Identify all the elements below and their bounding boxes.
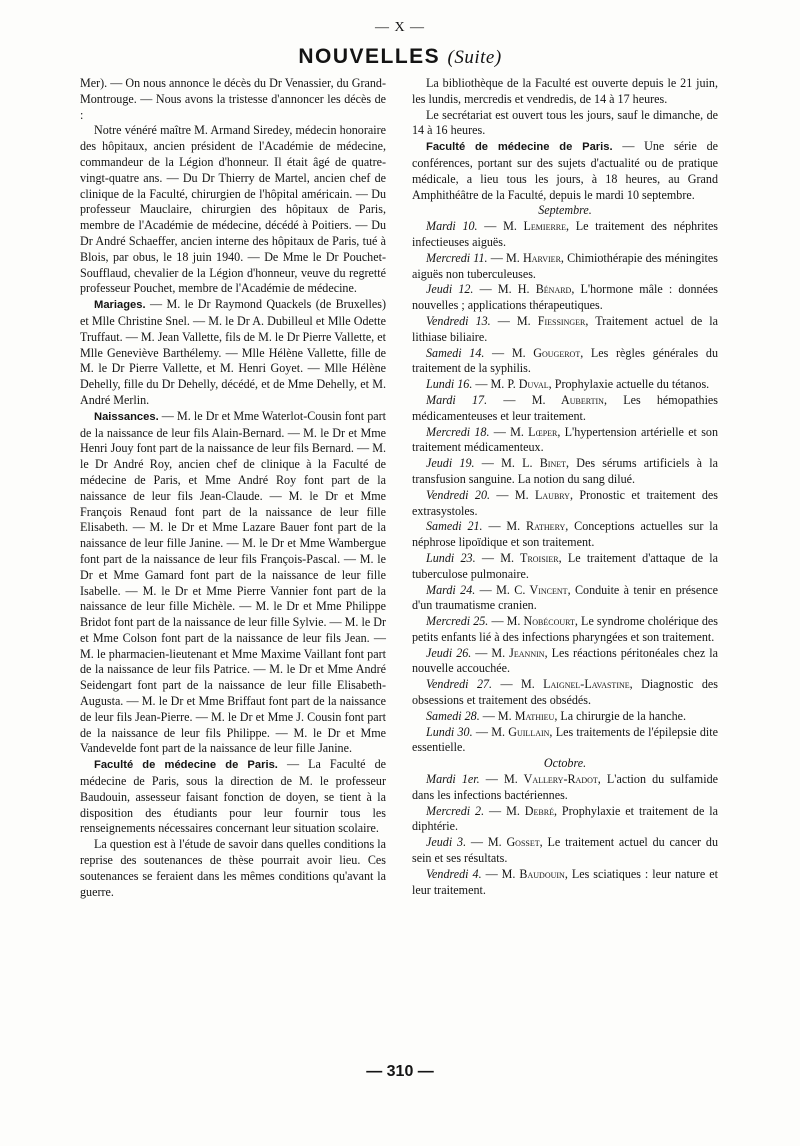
entry-topic: , Conceptions actuelles sur la néphrose lipoïdique et son traitement.: [412, 519, 719, 550]
schedule-entry: Mardi 24. — M. C. Vincent, Conduite à tenir en présence d'un traumatisme cranien.: [412, 582, 718, 613]
entry-day: Vendredi 20.: [426, 487, 491, 502]
entry-topic: , L'action du sulfamide dans les infections bactériennes.: [412, 772, 718, 802]
schedule-entry: Lundi 30. — M. Guillain, Les traitements de l'épilepsie dite essentielle.: [412, 724, 718, 755]
entry-speaker: M. C. Vincent: [496, 582, 568, 597]
entry-speaker: M. Fiessinger: [516, 313, 586, 328]
paragraph-naissances: [80, 409, 386, 758]
entry-topic: , Les règles générales du traitement de la syphilis.: [412, 345, 718, 376]
page-title: [0, 45, 800, 69]
schedule-entry: Jeudi 12. — M. H. Bénard, L'hormone mâle : données nouvelles ; applications thérapeutiques.: [412, 282, 719, 313]
schedule-entry: Vendredi 13. — M. Fiessinger, Traitement actuel de la lithiase biliaire.: [412, 313, 719, 344]
schedule-entry: Mardi 17. — M. Aubertin, Les hémopathies médicamenteuses et leur traitement.: [412, 392, 719, 423]
entry-topic: , La chirurgie de la hanche.: [554, 708, 687, 723]
schedule-entry: Samedi 21. — M. Rathery, Conceptions actuelles sur la néphrose lipoïdique et son traitement.: [412, 519, 719, 550]
entry-day: Vendredi 4.: [426, 866, 482, 881]
entry-topic: , Prophylaxie actuelle du tétanos.: [548, 377, 710, 392]
entry-day: Lundi 30.: [426, 724, 473, 739]
entry-topic: , Les hémopathies médicamenteuses et leur traitement.: [412, 392, 719, 423]
entry-speaker: M. Vallery-Radot: [503, 772, 598, 787]
schedule-entry: Mercredi 18. — M. Lœper, L'hypertension artérielle et son traitement médicamenteux.: [412, 424, 718, 455]
entry-day: Mardi 1er.: [426, 772, 480, 787]
paragraph-secretariat: Le secrétariat est ouvert tous les jours, sauf le dimanche, de 14 à 16 heures.: [412, 107, 718, 138]
left-column: [80, 76, 386, 900]
month-heading-septembre: Septembre.: [538, 203, 592, 218]
title-text: NOUVELLES: [298, 45, 441, 68]
entry-topic: , Des sérums artificiels à la transfusion sanguine. La notion du sang dilué.: [412, 456, 718, 486]
entry-speaker: M. Lemierre: [503, 219, 567, 234]
entry-topic: , Chimiothérapie des méningites aiguës non tuberculeuses.: [412, 250, 718, 281]
entry-speaker: M. Baudouin: [501, 866, 565, 881]
entry-topic: , Diagnostic des obsessions et traitement des obsédés.: [412, 677, 718, 708]
month-heading-octobre: Octobre.: [543, 756, 587, 771]
roman-page-number: — X —: [374, 20, 426, 35]
naissances-text: — M. le Dr et Mme Waterlot-Cousin font part de la naissance de leur fils Alain-Bernard. — M. le Dr et Mme Henri Jouy font part de la naissance de leur fils Bernard. — M. le Dr André Roy, ancien chef de clinique à la Faculté de médecine de Paris, et Mme André Roy font part de la naissance de leur fils Jean-Claude. — M. le Dr et Mme François Renaud font part de la naissance de leur fille Elisabeth. — M. le Dr et Mme Lazare Bauer font part de la naissance de leur fille Janine. — M. le Dr et Mme Wambergue font part de la naissance de leur fils François-Pascal. — M. le Dr et Mme Gamard font part de la naissance de leur fille Isabelle. — M. le Dr et Mme Pierre Vannier font part de la naissance de leur fille Michèle. — M. le Dr et Mme Philippe Bridot font part de la naissance de leur fille Sylvie. — M. le Dr et Mme Colson font part de la naissance de leur fils Jean. — M. le pharmacien-lieutenant et Mme Maxime Vaillant font part de la naissance de leur fils Patrice. — M. le Dr et Mme André Seidengart font part de la naissance de leur fille Elisabeth-Augusta. — M. le Dr et Mme Briffaut font part de la naissance de leur fils Jean-Pierre. — M. le Dr et Mme J. Cousin font part de la naissance de leur fils Philippe. — M. le Dr et Mme Vandevelde font part de la naissance de leur fille Janine.: [80, 408, 386, 756]
entry-topic: , Le traitement actuel du cancer du sein et ses résultats.: [412, 835, 719, 866]
entry-speaker: M. Nobécourt: [506, 614, 575, 629]
schedule-entry: Jeudi 3. — M. Gosset, Le traitement actuel du cancer du sein et ses résultats.: [412, 835, 719, 866]
entry-topic: , L'hypertension artérielle et son traitement médicamenteux.: [412, 424, 718, 455]
entry-day: Mardi 17.: [426, 392, 488, 407]
paragraph-soutenances: La question est à l'étude de savoir dans quelles conditions la reprise des soutenances de thèse pourrait avoir lieu. Ces soutenances se feraient dans les mêmes conditions qu'avant la guerre.: [80, 837, 386, 899]
entry-speaker: M. Guillain: [491, 724, 550, 739]
entry-topic: , Le syndrome cholérique des petits enfants lié à des infections pharyngées et son traitement.: [412, 614, 719, 644]
entry-topic: , Le traitement des néphrites infectieuses aiguës.: [412, 219, 719, 249]
entry-topic: , Prophylaxie et traitement de la diphtérie.: [412, 803, 718, 834]
entry-topic: , Les réactions péritonéales chez la nouvelle accouchée.: [412, 645, 718, 676]
schedule-entry: Mercredi 2. — M. Debré, Prophylaxie et traitement de la diphtérie.: [412, 803, 718, 834]
section-lead-conferences: Faculté de médecine de Paris.: [426, 141, 613, 154]
entry-day: Mercredi 18.: [426, 424, 490, 439]
entry-day: Lundi 23.: [426, 550, 476, 565]
entry-day: Mercredi 25.: [426, 614, 489, 629]
entry-topic: , Pronostic et traitement des extrasystoles.: [412, 487, 718, 518]
right-column: [412, 76, 718, 898]
entry-speaker: M. Troisier: [500, 550, 559, 565]
entry-speaker: M. Gosset: [487, 835, 540, 850]
entry-day: Jeudi 19.: [426, 456, 475, 471]
entry-speaker: M. Jeannin: [491, 645, 545, 660]
section-lead-faculte: Faculté de médecine de Paris.: [94, 759, 278, 772]
mariages-text: — M. le Dr Raymond Quackels (de Bruxelles) et Mlle Christine Snel. — M. le Dr A. Dubilleul et Mlle Odette Truffaut. — M. Jean Vallette, fils de M. le Dr Pierre Vallette, et Mlle Geneviève Barthélemy. — Mlle Hélène Vallette, fille de M. le Dr Pierre Vallette, et M. Henri Goyet. — Mlle Hélène Dehelly, fille du Dr Dehelly, décédé, et de Mme Dehelly, et M. André Merlin.: [80, 297, 386, 407]
section-lead-mariages: Mariages.: [94, 299, 146, 312]
paragraph-conferences: [412, 139, 718, 203]
schedule-entry: Samedi 28. — M. Mathieu, La chirurgie de la hanche.: [426, 708, 687, 723]
entry-day: Lundi 16.: [426, 377, 473, 392]
schedule-entry: Mardi 1er. — M. Vallery-Radot, L'action du sulfamide dans les infections bactériennes.: [412, 772, 718, 802]
entry-topic: , Conduite à tenir en présence d'un traumatisme cranien.: [412, 582, 718, 613]
entry-day: Vendredi 13.: [426, 313, 491, 328]
entry-day: Mardi 24.: [426, 582, 476, 597]
paragraph-deces: Mer). — On nous annonce le décès du Dr Venassier, du Grand-Montrouge. — Nous avons la tristesse d'annoncer les décès de :: [80, 76, 386, 122]
schedule-entry: Lundi 16. — M. P. Duval, Prophylaxie actuelle du tétanos.: [426, 377, 710, 392]
entry-topic: , Le traitement d'attaque de la tuberculose pulmonaire.: [412, 550, 718, 581]
entry-day: Samedi 14.: [426, 345, 485, 360]
entry-speaker: M. Laignel-Lavastine: [520, 677, 630, 692]
paragraph-faculte: [80, 757, 386, 837]
entry-topic: , Traitement actuel de la lithiase biliaire.: [412, 313, 719, 344]
schedule-entry: Vendredi 27. — M. Laignel-Lavastine, Diagnostic des obsessions et traitement des obsédés.: [412, 677, 718, 708]
schedule-entry: Mardi 10. — M. Lemierre, Le traitement des néphrites infectieuses aiguës.: [412, 219, 719, 249]
entry-speaker: M. Lœper: [510, 424, 558, 439]
paragraph-obituaries: Notre vénéré maître M. Armand Siredey, médecin honoraire des hôpitaux, ancien président de l'Académie de médecine, commandeur de la Légion d'honneur. Il était âgé de quatre-vingt-quatre ans. — Du Dr Thierry de Martel, ancien chef de clinique de la Faculté, chirurgien de l'hôpital américain. — Du professeur Mauclaire, chirurgien des hôpitaux de Paris, membre de l'Académie de médecine, décédé à Poitiers. — Du Dr André Schaeffer, ancien interne des hôpitaux de Paris, tué à Blois, par obus, le 18 juin 1940. — De Mme le Dr Pouchet-Soufflaud, chevalier de la Légion d'honneur, veuve du regretté professeur Pouchet, membre de l'Académie de médecine.: [80, 123, 386, 296]
schedule-entry: Mercredi 11. — M. Harvier, Chimiothérapie des méningites aiguës non tuberculeuses.: [412, 250, 718, 281]
schedule-entry: Lundi 23. — M. Troisier, Le traitement d'attaque de la tuberculose pulmonaire.: [412, 550, 718, 581]
entry-day: Mercredi 11.: [426, 250, 488, 265]
schedule-entry: Vendredi 4. — M. Baudouin, Les sciatiques : leur nature et leur traitement.: [412, 866, 718, 897]
entry-topic: , L'hormone mâle : données nouvelles ; applications thérapeutiques.: [412, 282, 719, 313]
section-lead-naissances: Naissances.: [94, 410, 159, 423]
entry-day: Vendredi 27.: [426, 677, 493, 692]
entry-speaker: M. H. Bénard: [497, 282, 572, 297]
page-number: — 310 —: [366, 1063, 434, 1080]
entry-speaker: M. Aubertin: [531, 392, 604, 407]
entry-speaker: M. P. Duval: [490, 377, 549, 392]
schedule-entry: Jeudi 26. — M. Jeannin, Les réactions péritonéales chez la nouvelle accouchée.: [412, 645, 718, 676]
entry-topic: , Les traitements de l'épilepsie dite essentielle.: [412, 724, 718, 755]
entry-speaker: M. L. Binet: [501, 456, 566, 471]
entry-speaker: M. Harvier: [506, 250, 561, 265]
paragraph-bibliotheque: La bibliothèque de la Faculté est ouverte depuis le 21 juin, les lundis, mercredis et vendredis, de 14 à 17 heures.: [412, 76, 718, 106]
entry-day: Jeudi 3.: [426, 835, 467, 850]
entry-day: Samedi 21.: [426, 519, 483, 534]
entry-day: Jeudi 12.: [426, 282, 474, 297]
paragraph-mariages: [80, 297, 386, 409]
entry-speaker: M. Debré: [506, 803, 554, 818]
entry-day: Mercredi 2.: [426, 803, 485, 818]
entry-speaker: M. Gougerot: [511, 345, 581, 360]
conferences-text: — Une série de conférences, portant sur des sujets d'actualité ou de pratique médicale, a lieu tous les jours, à 18 heures, au Grand Amphithéâtre de la Faculté, depuis le mardi 10 septembre.: [412, 139, 718, 202]
entry-day: Samedi 28.: [426, 708, 480, 723]
entry-speaker: M. Mathieu: [497, 708, 555, 723]
october-schedule: [412, 772, 718, 898]
entry-day: Mardi 10.: [426, 219, 478, 234]
entry-speaker: M. Laubry: [514, 487, 570, 502]
schedule-entry: Samedi 14. — M. Gougerot, Les règles générales du traitement de la syphilis.: [412, 345, 718, 376]
september-schedule: [412, 219, 718, 756]
schedule-entry: Mercredi 25. — M. Nobécourt, Le syndrome cholérique des petits enfants lié à des infections pharyngées et son traitement.: [412, 614, 719, 644]
entry-topic: , Les sciatiques : leur nature et leur traitement.: [412, 866, 718, 897]
schedule-entry: Vendredi 20. — M. Laubry, Pronostic et traitement des extrasystoles.: [412, 487, 718, 518]
title-suite: (Suite): [447, 47, 502, 68]
entry-speaker: M. Rathery: [506, 519, 566, 534]
schedule-entry: Jeudi 19. — M. L. Binet, Des sérums artificiels à la transfusion sanguine. La notion du sang dilué.: [412, 456, 718, 486]
faculte-text: — La Faculté de médecine de Paris, sous la direction de M. le professeur Baudouin, assesseur faisant fonction de doyen, se tient à la disposition des étudiants pour leur fournir tous les renseignements nécessaires concernant leur situation scolaire.: [80, 757, 386, 836]
entry-day: Jeudi 26.: [426, 645, 472, 660]
